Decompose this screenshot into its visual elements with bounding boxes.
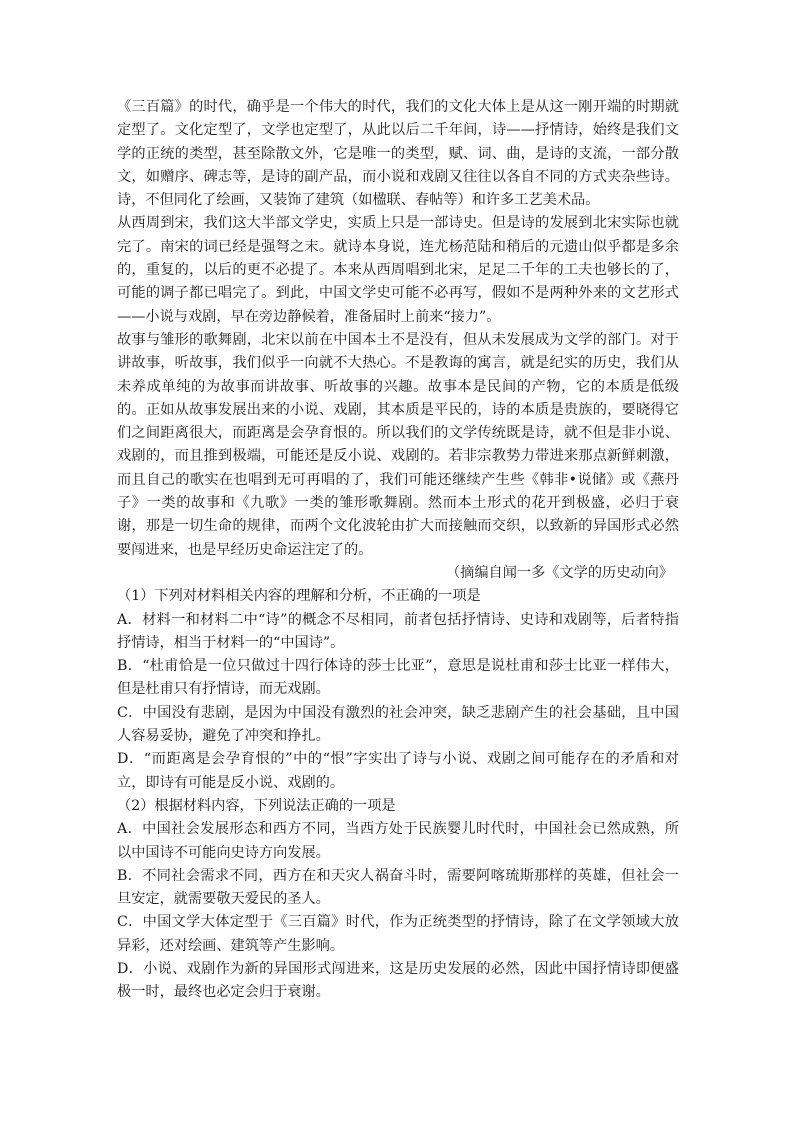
question-2-option-a: A．中国社会发展形态和西方不同，当西方处于民族婴儿时代时，中国社会已然成熟，所以中国诗不可能向史诗方向发展。: [117, 821, 679, 861]
question-2-stem: （2）根据材料内容，下列说法正确的一项是: [117, 797, 396, 814]
question-2-option-d: D．小说、戏剧作为新的异国形式闯进来，这是历史发展的必然，因此中国抒情诗即便盛极一时，最终也必定会归于衰谢。: [117, 960, 679, 1001]
question-1-option-a: A．材料一和材料二中“诗”的概念不尽相同，前者包括抒情诗、史诗和戏剧等，后者特指抒情诗，相当于材料一的“中国诗”。: [117, 611, 679, 651]
question-1-option-d: D．“而距离是会孕育恨的”中的“恨”字实出了诗与小说、戏剧之间可能存在的矛盾和对立，即诗有可能是反小说、戏剧的。: [117, 751, 679, 791]
question-1-option-c: C．中国没有悲剧，是因为中国没有激烈的社会冲突，缺乏悲剧产生的社会基础，且中国人容易妥协，避免了冲突和挣扎。: [117, 704, 679, 745]
question-2-option-b: B．不同社会需求不同，西方在和天灾人祸奋斗时，需要阿喀琉斯那样的英雄，但社会一旦安定，就需要敬天爱民的圣人。: [117, 867, 679, 908]
passage-paragraph-2: 从西周到宋，我们这大半部文学史，实质上只是一部诗史。但是诗的发展到北宋实际也就完了。南宋的词已经是强弩之末。就诗本身说，连尤杨范陆和稍后的元遗山似乎都是多余的，重复的，以后的更不必提了。本来从西周唱到北宋，足足二千年的工夫也够长的了，可能的调子都已唱完了。到此，中国文学史可能不必再写，假如不是两种外来的文艺形式——小说与戏剧，早在旁边静候着，准备届时上前来“接力”。: [117, 215, 679, 325]
passage-paragraph-3: 故事与雏形的歌舞剧，北宋以前在中国本土不是没有，但从未发展成为文学的部门。对于讲故事，听故事，我们似乎一向就不大热心。不是教诲的寓言，就是纪实的历史，我们从未养成单纯的为故事而讲故事、听故事的兴趣。故事本是民间的产物，它的本质是低级的。正如从故事发展出来的小说、戏剧，其本质是平民的，诗的本质是贵族的，要晓得它们之间距离很大，而距离是会孕育恨的。所以我们的文学传统既是诗，就不但是非小说、戏剧的，而且推到极端，可能还是反小说、戏剧的。若非宗教势力带进来那点新鲜刺激，而且自己的歌实在也唱到无可再唱的了，我们可能还继续产生些《韩非•说储》或《燕丹子》一类的故事和《九歌》一类的雏形歌舞剧。然而本土形式的花开到极盛，必归于衰谢，那是一切生命的规律，而两个文化波轮由扩大而接触而交织，以致新的异国形式必然要闯进来，也是早经历史命运注定了的。: [117, 331, 679, 558]
question-1-stem: （1）下列对材料相关内容的理解和分析，不正确的一项是: [117, 588, 481, 605]
passage-source: （摘编自闻一多《文学的历史动向》: [445, 564, 673, 581]
document-page: [117, 96, 679, 1005]
passage-paragraph-1: 《三百篇》的时代，确乎是一个伟大的时代，我们的文化大体上是从这一刚开端的时期就定型了。文化定型了，文学也定型了，从此以后二千年间，诗——抒情诗，始终是我们文学的正统的类型，甚至除散文外，它是唯一的类型，赋、词、曲，是诗的支流，一部分散文，如赠序、碑志等，是诗的副产品，而小说和戏剧又往往以各自不同的方式夹杂些诗。诗，不但同化了绘画，又装饰了建筑（如楹联、春帖等）和许多工艺美术品。: [117, 99, 679, 209]
question-1-option-b: B．“杜甫恰是一位只做过十四行体诗的莎士比亚”，意思是说杜甫和莎士比亚一样伟大，但是杜甫只有抒情诗，而无戏剧。: [117, 658, 679, 698]
question-2-option-c: C．中国文学大体定型于《三百篇》时代，作为正统类型的抒情诗，除了在文学领域大放异彩，还对绘画、建筑等产生影响。: [117, 914, 679, 954]
